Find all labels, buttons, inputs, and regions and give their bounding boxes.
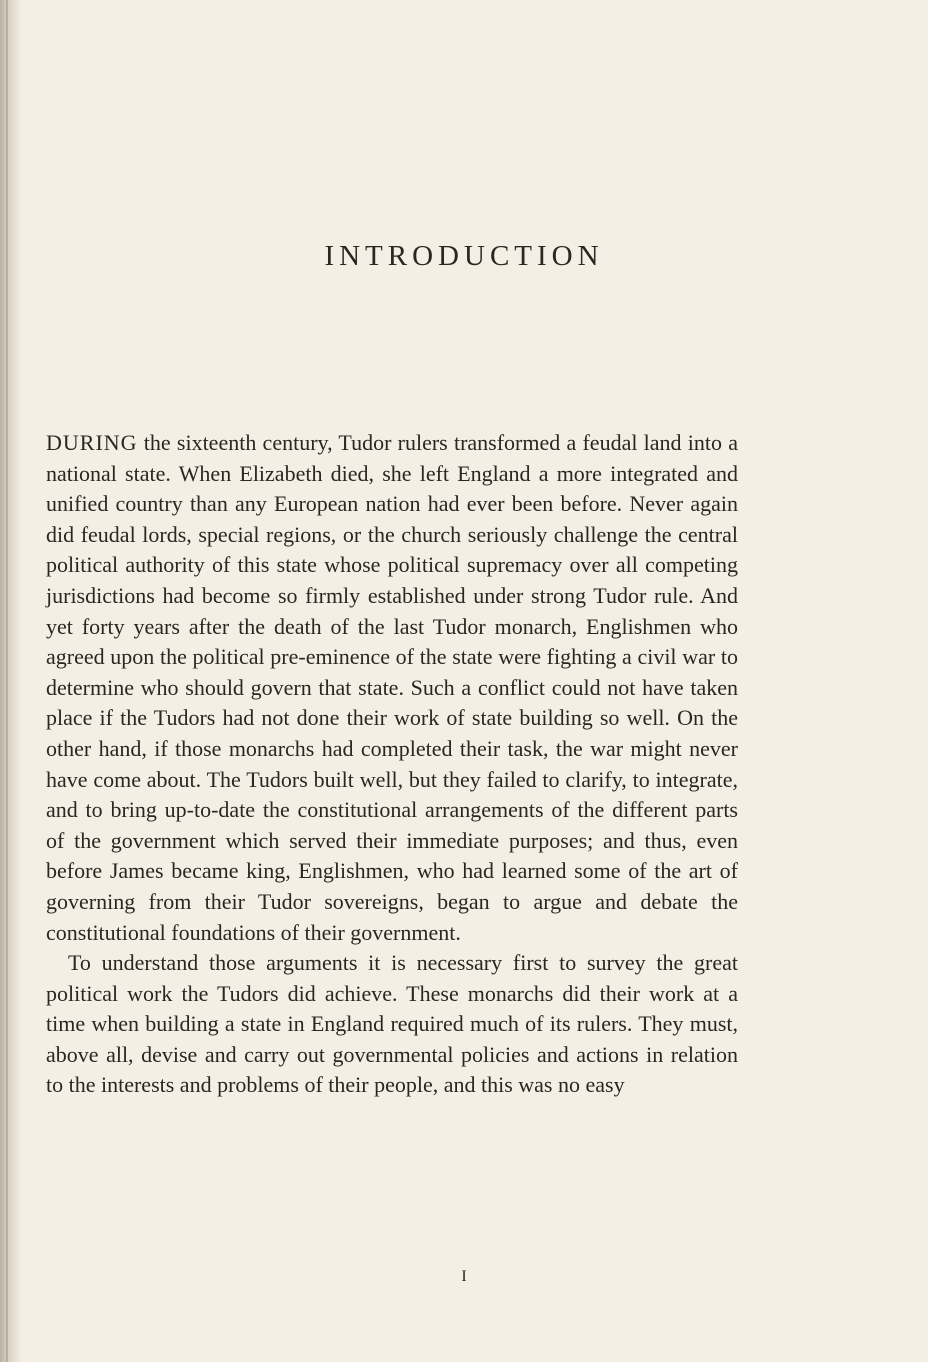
paragraph-1-text: the sixteenth century, Tudor rulers transformed a feudal land into a national state. When Elizabeth died, she left England a more integrated and unified country than any European nation had ever been before. Never again did feudal lords, special regions, or the church seriously challenge the central political authority of this state whose political supremacy over all competing jurisdictions had become so firmly established under strong Tudor rule. And yet forty years after the death of the last Tudor monarch, Englishmen who agreed upon the political pre-eminence of the state were fighting a civil war to determine who should govern that state. Such a conflict could not have taken place if the Tudors had not done their work of state building so well. On the other hand, if those monarchs had completed their task, the war might never have come about. The Tudors built well, but they failed to clarify, to integrate, and to bring up-to-date the constitutional arrangements of the different parts of the government which served their immediate purposes; and thus, even before James became king, Englishmen, who had learned some of the art of governing from their Tudor sovereigns, began to argue and debate the constitutional foundations of their government. [46, 430, 738, 945]
page-gutter-shadow [0, 0, 22, 1362]
paragraph-lead-word: DURING [46, 430, 138, 455]
page-number: I [461, 1268, 467, 1285]
body-text [46, 428, 738, 1101]
paragraph-1 [46, 428, 738, 948]
paragraph-2: To understand those arguments it is necessary first to survey the great political work the Tudors did achieve. These monarchs did their work at a time when building a state in England required much of its rulers. They must, above all, devise and carry out governmental policies and actions in relation to the interests and problems of their people, and this was no easy [46, 950, 738, 1098]
chapter-title: INTRODUCTION [324, 240, 604, 272]
binding-edge [6, 0, 8, 1362]
